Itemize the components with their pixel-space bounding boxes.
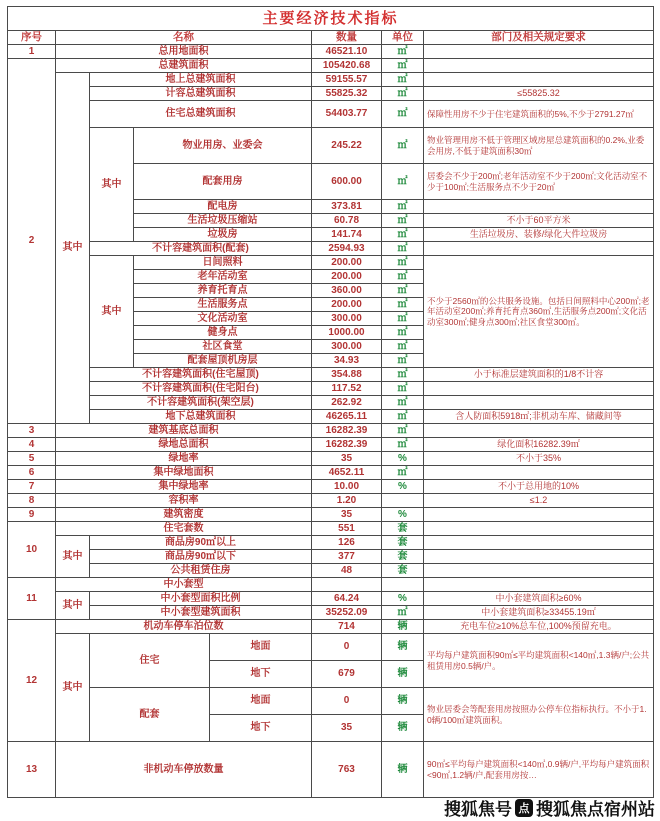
table-row xyxy=(8,101,654,128)
land-unit: ㎡ xyxy=(382,45,424,59)
title-row xyxy=(8,7,654,31)
resi-ground-name: 地面 xyxy=(210,634,312,661)
central-green-rate-no: 7 xyxy=(8,480,56,494)
qizhong-label: 其中 xyxy=(56,536,90,578)
green-rate-req: 不小于35% xyxy=(424,452,654,466)
table-row xyxy=(8,742,654,798)
nonplot-roof-name: 不计容建筑面积(住宅屋顶) xyxy=(90,368,312,382)
prop-name: 物业用房、业委会 xyxy=(134,128,312,164)
footprint-name: 建筑基底总面积 xyxy=(56,424,312,438)
central-green-no: 6 xyxy=(8,466,56,480)
sup-under-qty: 35 xyxy=(312,715,382,742)
table-row xyxy=(8,494,654,508)
green-no: 4 xyxy=(8,438,56,452)
service-unit: ㎡ xyxy=(382,298,424,312)
density-name: 建筑密度 xyxy=(56,508,312,522)
childcare-qty: 360.00 xyxy=(312,284,382,298)
canteen-qty: 300.00 xyxy=(312,340,382,354)
table-row xyxy=(8,634,654,661)
small-ratio-qty: 64.24 xyxy=(312,592,382,606)
daycare-name: 日间照料 xyxy=(134,256,312,270)
parking-no: 12 xyxy=(8,620,56,742)
underground-qty: 46265.11 xyxy=(312,410,382,424)
green-rate-qty: 35 xyxy=(312,452,382,466)
table-row xyxy=(8,466,654,480)
fitness-qty: 1000.00 xyxy=(312,326,382,340)
nonplot-balcony-qty: 117.52 xyxy=(312,382,382,396)
above-qty: 59155.57 xyxy=(312,73,382,87)
sup-ground-qty: 0 xyxy=(312,688,382,715)
non-motor-name: 非机动车停放数量 xyxy=(56,742,312,798)
underground-name: 地下总建筑面积 xyxy=(90,410,312,424)
prop-unit: ㎡ xyxy=(382,128,424,164)
nonplot-stilt-req xyxy=(424,396,654,410)
qizhong-label: 其中 xyxy=(56,73,90,424)
prop-qty: 245.22 xyxy=(312,128,382,164)
garbage-name: 垃圾房 xyxy=(134,228,312,242)
green-name: 绿地总面积 xyxy=(56,438,312,452)
prop-req: 物业管理用房不低于管理区域房屋总建筑面积的0.2%,业委会用房,不低于建筑面积30㎡ xyxy=(424,128,654,164)
support-parking-note: 物业居委会等配套用房按照办公停车位指标执行。不小于1.0辆/100㎡建筑面积。 xyxy=(424,688,654,742)
watermark-right-text: 搜狐焦点宿州站 xyxy=(536,800,655,819)
small-ratio-name: 中小套型面积比例 xyxy=(90,592,312,606)
units-over90-req xyxy=(424,536,654,550)
culture-unit: ㎡ xyxy=(382,312,424,326)
public-rental-name: 公共租赁住房 xyxy=(90,564,312,578)
support-group-label: 配套 xyxy=(90,688,210,742)
table-row xyxy=(8,452,654,466)
central-green-rate-unit: % xyxy=(382,480,424,494)
units-over90-name: 商品房90㎡以上 xyxy=(90,536,312,550)
nonplot-support-req xyxy=(424,242,654,256)
units-total-name: 住宅套数 xyxy=(56,522,312,536)
nonplot-support-qty: 2594.93 xyxy=(312,242,382,256)
nonplot-support-name: 不计容建筑面积(配套) xyxy=(90,242,312,256)
nonplot-roof-unit: ㎡ xyxy=(382,368,424,382)
land-req xyxy=(424,45,654,59)
nonplot-stilt-name: 不计容建筑面积(架空层) xyxy=(90,396,312,410)
table-row xyxy=(8,578,654,592)
far-req: ≤1.2 xyxy=(424,494,654,508)
qizhong-label: 其中 xyxy=(90,256,134,368)
table-row xyxy=(8,480,654,494)
underground-req: 含人防面积5918㎡;非机动车库、储藏间等 xyxy=(424,410,654,424)
service-name: 生活服务点 xyxy=(134,298,312,312)
roof-mech-qty: 34.93 xyxy=(312,354,382,368)
service-qty: 200.00 xyxy=(312,298,382,312)
public-service-note: 不少于2560㎡的公共服务设施。包括日间照料中心200㎡;老年活动室200㎡;养育托育点360㎡,生活服务点200㎡;文化活动室300㎡;健身点300㎡;社区食堂300㎡。 xyxy=(424,256,654,368)
garbage-qty: 141.74 xyxy=(312,228,382,242)
table-row xyxy=(8,508,654,522)
sup-under-unit: 辆 xyxy=(382,715,424,742)
fitness-name: 健身点 xyxy=(134,326,312,340)
sup-ground-name: 地面 xyxy=(210,688,312,715)
canteen-unit: ㎡ xyxy=(382,340,424,354)
parking-qty: 714 xyxy=(312,620,382,634)
units-under90-name: 商品房90㎡以下 xyxy=(90,550,312,564)
qizhong-label: 其中 xyxy=(56,634,90,742)
small-type-qty xyxy=(312,578,382,592)
table-row xyxy=(8,128,654,164)
non-motor-qty: 763 xyxy=(312,742,382,798)
gfa-no: 2 xyxy=(8,59,56,424)
garbage-unit: ㎡ xyxy=(382,228,424,242)
far-unit xyxy=(382,494,424,508)
sup-under-name: 地下 xyxy=(210,715,312,742)
col-header-no: 序号 xyxy=(8,31,56,45)
public-rental-unit: 套 xyxy=(382,564,424,578)
central-green-unit: ㎡ xyxy=(382,466,424,480)
gfa-unit: ㎡ xyxy=(382,59,424,73)
table-row xyxy=(8,368,654,382)
gfa-qty: 105420.68 xyxy=(312,59,382,73)
page-title: 主要经济技术指标 xyxy=(8,7,654,31)
green-rate-unit: % xyxy=(382,452,424,466)
roof-mech-name: 配套屋顶机房层 xyxy=(134,354,312,368)
table-row xyxy=(8,550,654,564)
gfa-name: 总建筑面积 xyxy=(56,59,312,73)
power-unit: ㎡ xyxy=(382,200,424,214)
resi-name: 住宅总建筑面积 xyxy=(90,101,312,128)
table-row xyxy=(8,87,654,101)
density-req xyxy=(424,508,654,522)
table-row xyxy=(8,620,654,634)
small-ratio-unit: % xyxy=(382,592,424,606)
sohu-focus-logo-icon: 点 xyxy=(515,799,533,817)
roof-mech-unit: ㎡ xyxy=(382,354,424,368)
units-total-qty: 551 xyxy=(312,522,382,536)
daycare-unit: ㎡ xyxy=(382,256,424,270)
nonplot-balcony-req xyxy=(424,382,654,396)
resi-ground-qty: 0 xyxy=(312,634,382,661)
nonplot-support-unit: ㎡ xyxy=(382,242,424,256)
support-unit: ㎡ xyxy=(382,164,424,200)
far-qty: 1.20 xyxy=(312,494,382,508)
support-qty: 600.00 xyxy=(312,164,382,200)
canteen-name: 社区食堂 xyxy=(134,340,312,354)
plot-qty: 55825.32 xyxy=(312,87,382,101)
units-total-no: 10 xyxy=(8,522,56,578)
table-row xyxy=(8,242,654,256)
residential-parking-note: 平均每户建筑面积90㎡≤平均建筑面积<140㎡,1.3辆/户;公共租赁用房0.5辆/户。 xyxy=(424,634,654,688)
units-under90-qty: 377 xyxy=(312,550,382,564)
table-row xyxy=(8,564,654,578)
plot-name: 计容总建筑面积 xyxy=(90,87,312,101)
units-over90-unit: 套 xyxy=(382,536,424,550)
table-row xyxy=(8,59,654,73)
central-green-req xyxy=(424,466,654,480)
parking-req: 充电车位≥10%总车位,100%预留充电。 xyxy=(424,620,654,634)
compress-req: 不小于60平方米 xyxy=(424,214,654,228)
elderly-name: 老年活动室 xyxy=(134,270,312,284)
small-area-unit: ㎡ xyxy=(382,606,424,620)
compress-name: 生活垃圾压缩站 xyxy=(134,214,312,228)
table-row xyxy=(8,606,654,620)
indicator-table xyxy=(7,6,654,798)
units-under90-unit: 套 xyxy=(382,550,424,564)
non-motor-no: 13 xyxy=(8,742,56,798)
density-no: 9 xyxy=(8,508,56,522)
power-qty: 373.81 xyxy=(312,200,382,214)
footprint-unit: ㎡ xyxy=(382,424,424,438)
table-row xyxy=(8,73,654,87)
parking-name: 机动车停车泊位数 xyxy=(56,620,312,634)
qizhong-label: 其中 xyxy=(56,592,90,620)
resi-unit: ㎡ xyxy=(382,101,424,128)
green-qty: 16282.39 xyxy=(312,438,382,452)
resi-req: 保障性用房不少于住宅建筑面积的5%,不少于2791.27㎡ xyxy=(424,101,654,128)
table-row xyxy=(8,382,654,396)
table-row xyxy=(8,424,654,438)
resi-under-qty: 679 xyxy=(312,661,382,688)
small-type-unit xyxy=(382,578,424,592)
parking-unit: 辆 xyxy=(382,620,424,634)
elderly-qty: 200.00 xyxy=(312,270,382,284)
garbage-req: 生活垃圾房、装修/绿化大件垃圾房 xyxy=(424,228,654,242)
underground-unit: ㎡ xyxy=(382,410,424,424)
table-row xyxy=(8,688,654,715)
density-unit: % xyxy=(382,508,424,522)
residential-group-label: 住宅 xyxy=(90,634,210,688)
nonplot-balcony-name: 不计容建筑面积(住宅阳台) xyxy=(90,382,312,396)
small-area-name: 中小套型建筑面积 xyxy=(90,606,312,620)
public-rental-req xyxy=(424,564,654,578)
compress-unit: ㎡ xyxy=(382,214,424,228)
power-req xyxy=(424,200,654,214)
footprint-no: 3 xyxy=(8,424,56,438)
gfa-req xyxy=(424,59,654,73)
small-area-qty: 35252.09 xyxy=(312,606,382,620)
small-area-req: 中小套建筑面积≥33455.19㎡ xyxy=(424,606,654,620)
central-green-rate-qty: 10.00 xyxy=(312,480,382,494)
sup-ground-unit: 辆 xyxy=(382,688,424,715)
units-total-unit: 套 xyxy=(382,522,424,536)
small-ratio-req: 中小套建筑面积≥60% xyxy=(424,592,654,606)
green-unit: ㎡ xyxy=(382,438,424,452)
small-type-name: 中小套型 xyxy=(56,578,312,592)
units-over90-qty: 126 xyxy=(312,536,382,550)
units-total-req xyxy=(424,522,654,536)
non-motor-unit: 辆 xyxy=(382,742,424,798)
above-unit: ㎡ xyxy=(382,73,424,87)
far-name: 容积率 xyxy=(56,494,312,508)
table-row xyxy=(8,410,654,424)
nonplot-stilt-unit: ㎡ xyxy=(382,396,424,410)
small-type-no: 11 xyxy=(8,578,56,620)
daycare-qty: 200.00 xyxy=(312,256,382,270)
table-row xyxy=(8,396,654,410)
watermark-left-text: 搜狐焦号 xyxy=(444,800,512,819)
plot-req: ≤55825.32 xyxy=(424,87,654,101)
units-under90-req xyxy=(424,550,654,564)
childcare-name: 养育托育点 xyxy=(134,284,312,298)
table-row xyxy=(8,592,654,606)
resi-under-unit: 辆 xyxy=(382,661,424,688)
footprint-qty: 16282.39 xyxy=(312,424,382,438)
central-green-rate-name: 集中绿地率 xyxy=(56,480,312,494)
public-rental-qty: 48 xyxy=(312,564,382,578)
table-row xyxy=(8,536,654,550)
central-green-rate-req: 不小于总用地的10% xyxy=(424,480,654,494)
nonplot-roof-qty: 354.88 xyxy=(312,368,382,382)
table-row xyxy=(8,522,654,536)
resi-under-name: 地下 xyxy=(210,661,312,688)
support-name: 配套用房 xyxy=(134,164,312,200)
far-no: 8 xyxy=(8,494,56,508)
above-name: 地上总建筑面积 xyxy=(90,73,312,87)
col-header-req: 部门及相关规定要求 xyxy=(424,31,654,45)
small-type-req xyxy=(424,578,654,592)
power-name: 配电房 xyxy=(134,200,312,214)
footprint-req xyxy=(424,424,654,438)
non-motor-req: 90㎡≤平均每户建筑面积<140㎡,0.9辆/户,平均每户建筑面积<90㎡,1.2辆/户,配套用房按… xyxy=(424,742,654,798)
childcare-unit: ㎡ xyxy=(382,284,424,298)
central-green-name: 集中绿地面积 xyxy=(56,466,312,480)
green-rate-name: 绿地率 xyxy=(56,452,312,466)
resi-ground-unit: 辆 xyxy=(382,634,424,661)
header-row xyxy=(8,31,654,45)
col-header-name: 名称 xyxy=(56,31,312,45)
nonplot-balcony-unit: ㎡ xyxy=(382,382,424,396)
land-name: 总用地面积 xyxy=(56,45,312,59)
culture-qty: 300.00 xyxy=(312,312,382,326)
col-header-qty: 数量 xyxy=(312,31,382,45)
green-rate-no: 5 xyxy=(8,452,56,466)
density-qty: 35 xyxy=(312,508,382,522)
elderly-unit: ㎡ xyxy=(382,270,424,284)
qizhong-label: 其中 xyxy=(90,128,134,242)
fitness-unit: ㎡ xyxy=(382,326,424,340)
plot-unit: ㎡ xyxy=(382,87,424,101)
nonplot-roof-req: 小于标准层建筑面积的1/8不计容 xyxy=(424,368,654,382)
culture-name: 文化活动室 xyxy=(134,312,312,326)
compress-qty: 60.78 xyxy=(312,214,382,228)
central-green-qty: 4652.11 xyxy=(312,466,382,480)
table-row xyxy=(8,45,654,59)
col-header-unit: 单位 xyxy=(382,31,424,45)
above-req xyxy=(424,73,654,87)
land-no: 1 xyxy=(8,45,56,59)
nonplot-stilt-qty: 262.92 xyxy=(312,396,382,410)
support-req: 居委会不少于200㎡;老年活动室不少于200㎡;文化活动室不少于100㎡;生活服务点不少于20㎡ xyxy=(424,164,654,200)
land-qty: 46521.10 xyxy=(312,45,382,59)
resi-qty: 54403.77 xyxy=(312,101,382,128)
table-row xyxy=(8,256,654,270)
green-req: 绿化面积16282.39㎡ xyxy=(424,438,654,452)
table-row xyxy=(8,438,654,452)
watermark xyxy=(444,795,655,820)
